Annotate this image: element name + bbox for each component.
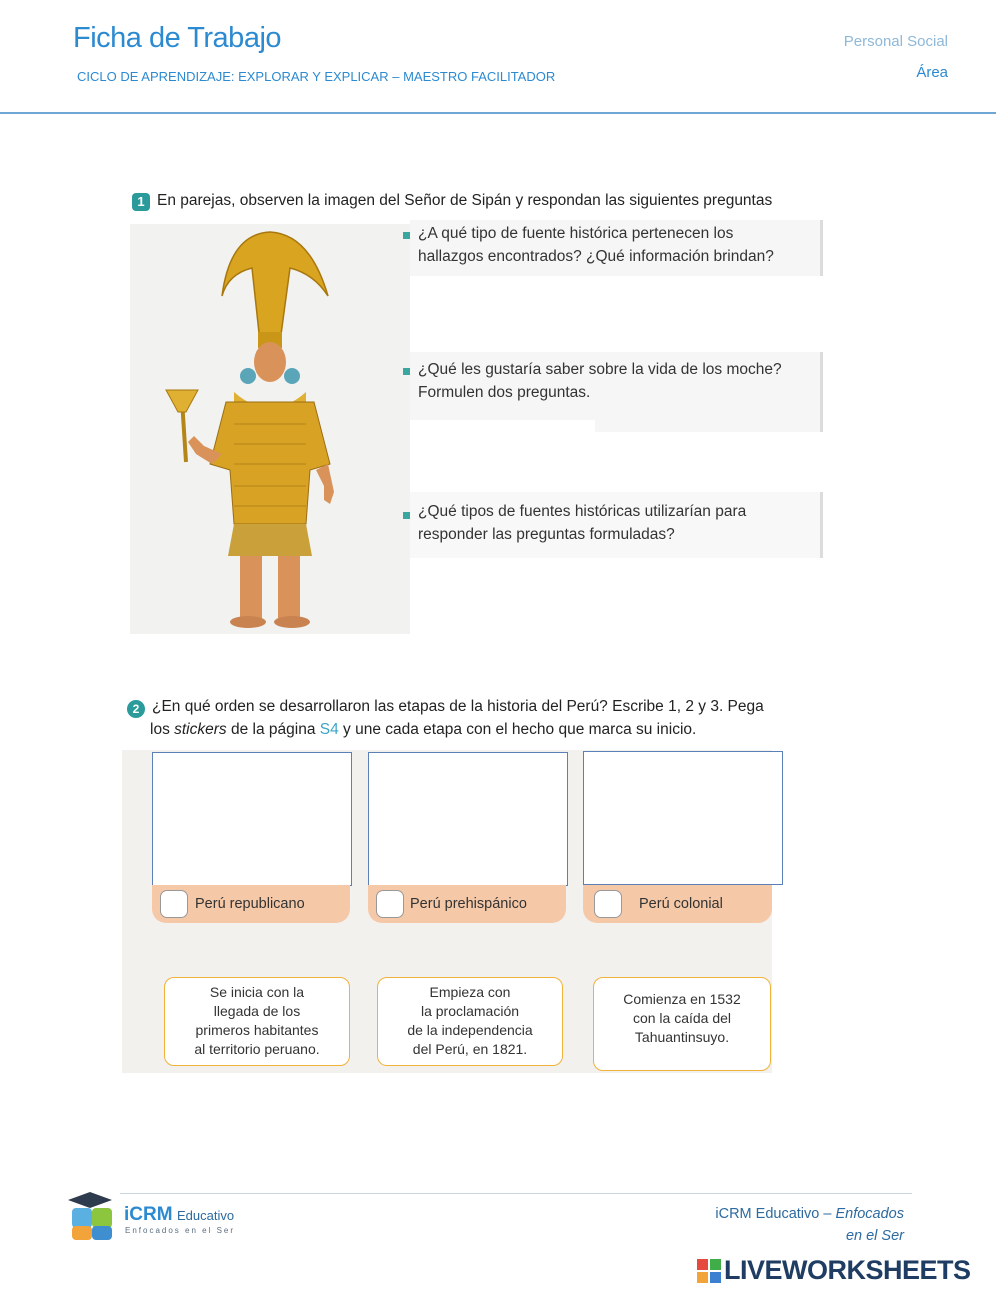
subject-label: Personal Social	[843, 33, 948, 50]
question-1-line1: ¿A qué tipo de fuente histórica pertenecen los	[418, 225, 734, 242]
icrm-logo	[64, 1188, 244, 1244]
question-1-block	[410, 220, 823, 276]
question-3-block	[410, 492, 823, 558]
footer-credit	[715, 1206, 904, 1222]
drop-box-1[interactable]	[152, 752, 352, 886]
liveworksheets-watermark: LIVEWORKSHEETS	[724, 1255, 971, 1285]
question-1-line2: hallazgos encontrados? ¿Qué información brindan?	[418, 248, 774, 265]
logo-tagline: Enfocados en el Ser	[125, 1226, 236, 1235]
answer-2-field[interactable]	[410, 420, 595, 450]
fact-card-3	[593, 977, 771, 1071]
bullet-icon	[403, 512, 410, 519]
fact-2-line: la proclamación	[420, 1003, 520, 1019]
fact-3-line: con la caída del	[632, 1010, 732, 1026]
fact-1-line: primeros habitantes	[195, 1022, 319, 1038]
lw-blocks-icon	[697, 1259, 721, 1283]
question-3-line1: ¿Qué tipos de fuentes históricas utilizarían para	[418, 503, 747, 520]
footer-credit-line2: en el Ser	[845, 1228, 904, 1244]
drop-box-2[interactable]	[368, 752, 568, 886]
logo-brand: iCRM	[124, 1204, 173, 1225]
prompt-text-italic: stickers	[174, 721, 227, 738]
question-2-block	[410, 352, 823, 432]
question-2-line1: ¿Qué les gustaría saber sobre la vida de los moche?	[418, 361, 782, 378]
area-label: Área	[916, 64, 948, 81]
page-title: Ficha de Trabajo	[73, 22, 282, 54]
stage-label-3: Perú colonial	[639, 896, 723, 912]
prompt-text: de la página	[226, 721, 320, 738]
liveworksheets-logo-icon	[697, 1259, 721, 1283]
fact-2-line: Empieza con	[429, 984, 511, 1000]
activity-2	[122, 692, 782, 1077]
stage-tab-3	[583, 885, 772, 923]
question-3-line2: responder las preguntas formuladas?	[418, 526, 675, 543]
answer-1-field[interactable]	[410, 276, 820, 324]
fact-3-line: Comienza en 1532	[623, 991, 741, 1007]
drop-box-3[interactable]	[583, 751, 783, 885]
fact-2-line: de la independencia	[407, 1022, 533, 1038]
prompt-text: los	[150, 721, 175, 738]
fact-2-line: del Perú, en 1821.	[412, 1041, 528, 1057]
fact-1-line: al territorio peruano.	[194, 1041, 320, 1057]
senor-de-sipan-image	[130, 224, 410, 634]
stage-label-2: Perú prehispánico	[410, 896, 527, 912]
question-2-line2: Formulen dos preguntas.	[418, 384, 591, 401]
fact-1-line: Se inicia con la	[209, 984, 305, 1000]
activity-2-prompt-line1: ¿En qué orden se desarrollaron las etapas de la historia del Perú? Escribe 1, 2 y 3. Pega	[152, 698, 764, 715]
activity-1	[130, 184, 820, 634]
order-checkbox-3[interactable]	[594, 890, 622, 918]
fact-3-line: Tahuantinsuyo.	[634, 1029, 730, 1045]
header-divider	[0, 112, 996, 114]
fact-card-2	[377, 977, 563, 1066]
footer-credit-text: iCRM Educativo –	[715, 1206, 836, 1222]
fact-1-line: llegada de los	[213, 1003, 301, 1019]
footer-credit-italic: Enfocados	[835, 1206, 904, 1222]
logo-wordmark	[124, 1204, 234, 1226]
activity-1-prompt: En parejas, observen la imagen del Señor de Sipán y respondan las siguientes preguntas	[157, 192, 773, 209]
stage-tab-1	[152, 885, 350, 923]
fact-card-1	[164, 977, 350, 1066]
page-subtitle: CICLO DE APRENDIZAJE: EXPLORAR Y EXPLICAR – MAESTRO FACILITADOR	[77, 69, 556, 84]
senor-de-sipan-figure	[130, 224, 410, 634]
activity-1-number: 1	[132, 193, 150, 211]
activity-2-number: 2	[127, 700, 145, 718]
logo-brand-secondary: Educativo	[177, 1208, 235, 1223]
graduation-cap-puzzle-icon	[64, 1188, 120, 1244]
bullet-icon	[403, 368, 410, 375]
stage-label-1: Perú republicano	[195, 896, 305, 912]
activity-2-prompt-line2	[150, 721, 696, 739]
order-checkbox-2[interactable]	[376, 890, 404, 918]
order-checkbox-1[interactable]	[160, 890, 188, 918]
prompt-text: y une cada etapa con el hecho que marca su inicio.	[338, 721, 697, 738]
stage-tab-2	[368, 885, 566, 923]
bullet-icon	[403, 232, 410, 239]
page-reference: S4	[319, 721, 339, 738]
